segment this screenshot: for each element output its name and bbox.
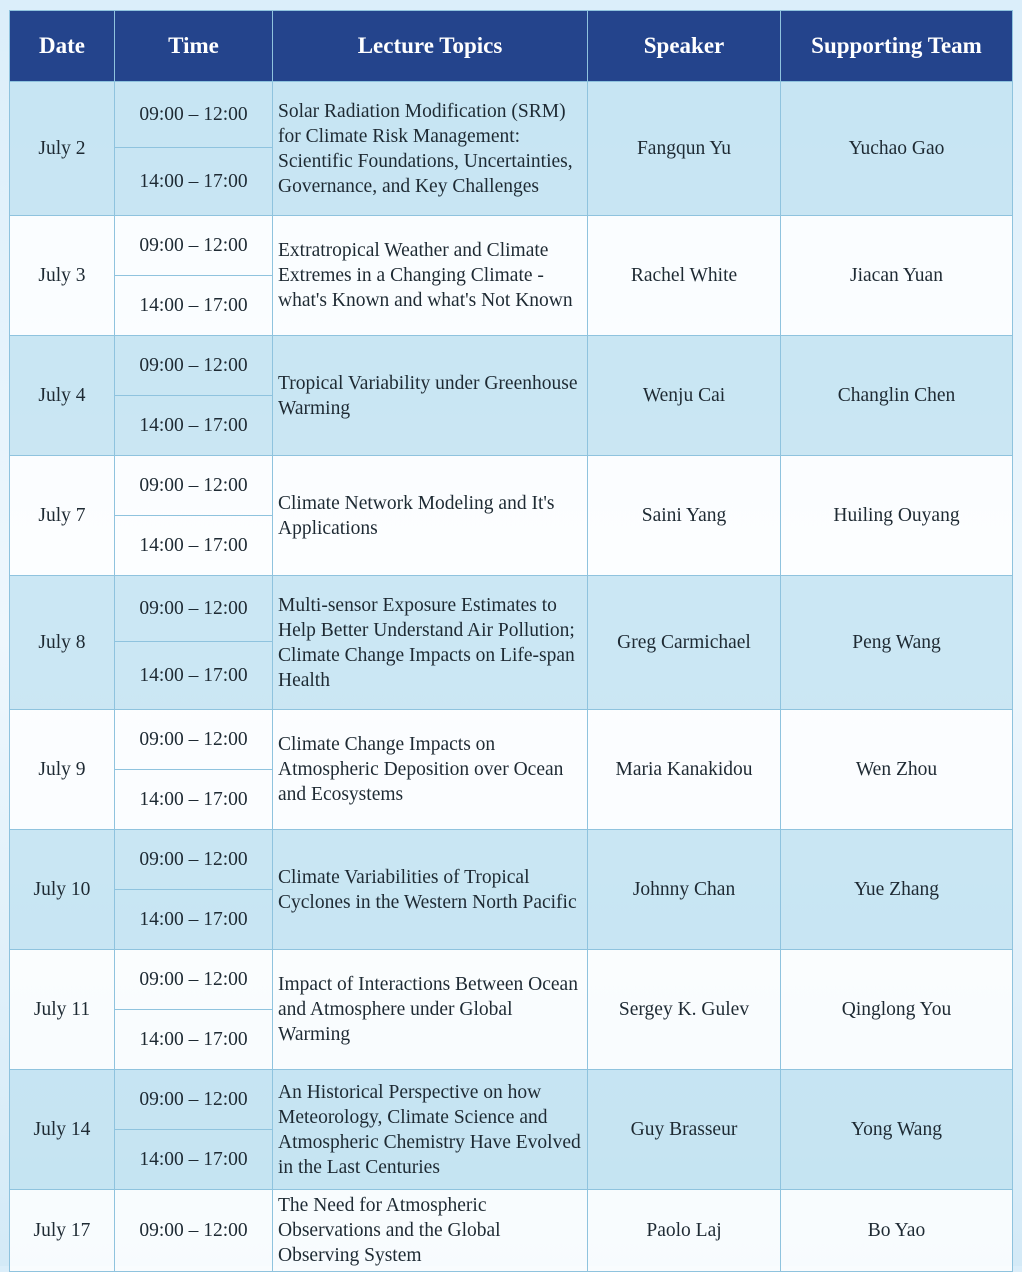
time-cell: 09:00 – 12:00 [115,950,273,1010]
supporting-team-cell: Jiacan Yuan [781,216,1013,336]
header-date: Date [10,11,115,82]
date-cell: July 8 [10,576,115,710]
time-cell: 09:00 – 12:00 [115,456,273,516]
topic-cell: Tropical Variability under Greenhouse Warming [273,336,588,456]
speaker-cell: Guy Brasseur [588,1070,781,1190]
time-cell: 14:00 – 17:00 [115,1130,273,1190]
table-row [10,576,1013,642]
date-cell: July 9 [10,710,115,830]
supporting-team-cell: Changlin Chen [781,336,1013,456]
header-supporting-team: Supporting Team [781,11,1013,82]
date-cell: July 11 [10,950,115,1070]
time-cell: 09:00 – 12:00 [115,710,273,770]
supporting-team-cell: Peng Wang [781,576,1013,710]
topic-cell: An Historical Perspective on how Meteorology, Climate Science and Atmospheric Chemistry Have Evolved in the Last Centuries [273,1070,588,1190]
speaker-cell: Johnny Chan [588,830,781,950]
table-row [10,456,1013,516]
time-cell: 09:00 – 12:00 [115,82,273,148]
table-row [10,1190,1013,1272]
table-row [10,82,1013,148]
date-cell: July 17 [10,1190,115,1272]
table-row [10,710,1013,770]
topic-cell: Extratropical Weather and Climate Extremes in a Changing Climate - what's Known and what's Not Known [273,216,588,336]
header-speaker: Speaker [588,11,781,82]
date-cell: July 2 [10,82,115,216]
time-cell: 09:00 – 12:00 [115,336,273,396]
table-row [10,336,1013,396]
supporting-team-cell: Qinglong You [781,950,1013,1070]
supporting-team-cell: Yue Zhang [781,830,1013,950]
time-cell: 14:00 – 17:00 [115,770,273,830]
time-cell: 14:00 – 17:00 [115,1010,273,1070]
topic-cell: The Need for Atmospheric Observations and the Global Observing System [273,1190,588,1272]
supporting-team-cell: Huiling Ouyang [781,456,1013,576]
time-cell: 14:00 – 17:00 [115,148,273,216]
speaker-cell: Rachel White [588,216,781,336]
speaker-cell: Sergey K. Gulev [588,950,781,1070]
time-cell: 09:00 – 12:00 [115,216,273,276]
speaker-cell: Saini Yang [588,456,781,576]
supporting-team-cell: Yong Wang [781,1070,1013,1190]
topic-cell: Climate Variabilities of Tropical Cyclones in the Western North Pacific [273,830,588,950]
schedule-sheet [9,10,1012,1272]
date-cell: July 3 [10,216,115,336]
time-cell: 14:00 – 17:00 [115,516,273,576]
time-cell: 14:00 – 17:00 [115,276,273,336]
speaker-cell: Paolo Laj [588,1190,781,1272]
time-cell: 14:00 – 17:00 [115,642,273,710]
table-header-row [10,11,1013,82]
date-cell: July 14 [10,1070,115,1190]
speaker-cell: Maria Kanakidou [588,710,781,830]
time-cell: 09:00 – 12:00 [115,1070,273,1130]
time-cell: 14:00 – 17:00 [115,890,273,950]
date-cell: July 7 [10,456,115,576]
speaker-cell: Wenju Cai [588,336,781,456]
topic-cell: Solar Radiation Modification (SRM) for Climate Risk Management: Scientific Foundations, Uncertainties, Governance, and Key Challenges [273,82,588,216]
time-cell: 09:00 – 12:00 [115,576,273,642]
table-row [10,830,1013,890]
speaker-cell: Fangqun Yu [588,82,781,216]
table-row [10,1070,1013,1130]
topic-cell: Climate Network Modeling and It's Applications [273,456,588,576]
header-lecture-topics: Lecture Topics [273,11,588,82]
topic-cell: Multi-sensor Exposure Estimates to Help Better Understand Air Pollution; Climate Change Impacts on Life-span Health [273,576,588,710]
supporting-team-cell: Yuchao Gao [781,82,1013,216]
supporting-team-cell: Wen Zhou [781,710,1013,830]
time-cell: 09:00 – 12:00 [115,830,273,890]
topic-cell: Climate Change Impacts on Atmospheric Deposition over Ocean and Ecosystems [273,710,588,830]
time-cell: 09:00 – 12:00 [115,1190,273,1272]
time-cell: 14:00 – 17:00 [115,396,273,456]
schedule-body [10,82,1013,1272]
header-time: Time [115,11,273,82]
supporting-team-cell: Bo Yao [781,1190,1013,1272]
table-row [10,216,1013,276]
table-row [10,950,1013,1010]
date-cell: July 4 [10,336,115,456]
date-cell: July 10 [10,830,115,950]
topic-cell: Impact of Interactions Between Ocean and Atmosphere under Global Warming [273,950,588,1070]
speaker-cell: Greg Carmichael [588,576,781,710]
lecture-schedule-table [9,10,1013,1272]
